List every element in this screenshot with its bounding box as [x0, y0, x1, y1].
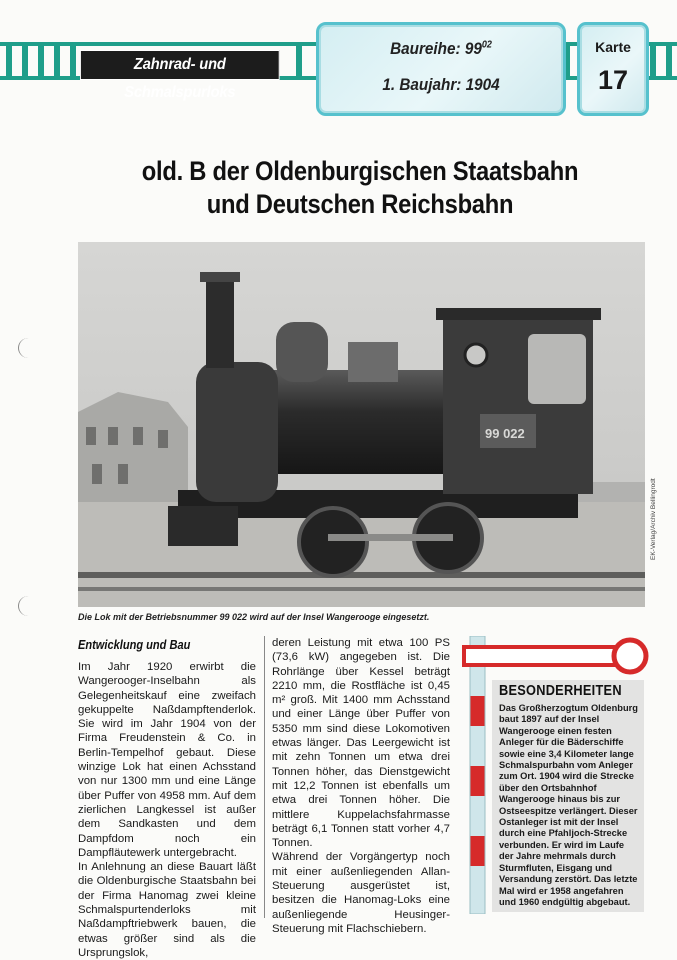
card-label: Karte [595, 39, 631, 55]
title-line-1: old. B der Oldenburgischen Staatsbahn [141, 156, 579, 186]
paragraph: deren Leistung mit etwa 100 PS (73,6 kW) angegeben ist. Die Rohrlänge über Kessel beträgt 2210 mm, die Rostfläche ist 0,45 m² groß. Mit 1400 mm Achsstand und einer Länge über Puffer von 5350 mm sind diese Lokomotiven etwas länger. Das Leergewicht ist mit zehn Tonnen um etwa drei Tonnen höher, das Dienstgewicht mit 12,2 Tonnen ist ebenfalls um etwa drei Tonnen höher. Die mittlere Kuppelachsfahrmasse beträgt 6,1 Tonnen statt vorher 4,7 Tonnen. [272, 637, 450, 850]
first-build-year: 1. Baujahr: 1904 [382, 75, 500, 94]
article-column-1 [78, 660, 256, 960]
section-heading: Entwicklung und Bau [78, 637, 191, 652]
title-line-2: und Deutschen Reichsbahn [206, 189, 514, 219]
number-plate: 99 022 [485, 426, 525, 441]
card-number-box [577, 22, 649, 116]
punch-hole [18, 338, 39, 358]
series-line: Baureihe: $99^{02}$ [390, 39, 492, 58]
category-label: Zahnrad- und Schmalspurloks [80, 50, 280, 80]
photo-credit: EK-Verlag/Archiv Bellingrodt [650, 478, 657, 560]
signal-arm-icon [462, 637, 650, 675]
column-divider [264, 636, 265, 918]
besonderheiten-text: Das Großherzogtum Oldenburg baut 1897 auf der Insel Wangerooge einen festen Anleger für die Bäderschiffe sowie eine 3,4 Kilometer lange Schmalspurbahn vom Anleger zum Ort. 1904 wird die Strecke über den Ortsbahnhof Wangerooge hinaus bis zur Ostseespitze verlängert. Dieser Ostanleger ist mit der Insel durch eine Pfahljoch-Strecke verbunden. Er wird im Laufe der Jahre mehrmals durch Sturmfluten, Eisgang und Versandung zerstört. Das letzte Mal wird er 1958 angefahren und 1960 endgültig abgebaut. [499, 703, 638, 907]
page-title [60, 155, 660, 221]
series-info-box [316, 22, 566, 116]
punch-hole [18, 596, 39, 616]
paragraph: Im Jahr 1920 erwirbt die Wangerooger-Inselbahn als Gelegenheitskauf eine zweifach gekuppelte Naßdampftenderlok. Sie wird im Jahr 1904 von der Firma Freudenstein & Co. in Berlin-Tempelhof gebaut. Diese winzige Lok hat einen Achsstand von nur 1300 mm und eine Länge über Puffer von 4958 mm. Auf dem zierlichen Langkessel ist außer dem Sandkasten und dem Dampfdom noch ein Dampfläutewerk untergebracht. [78, 661, 256, 859]
article-column-2 [272, 636, 450, 936]
card-number: 17 [597, 65, 629, 95]
paragraph: In Anlehnung an diese Bauart läßt die Oldenburgische Staatsbahn bei der Firma Hanomag zwei kleine Schmalspurtenderloks mit Naßdampftriebwerk bauen, die etwas größer sind als die Ursprungslok, [78, 861, 256, 959]
signal-pole [467, 636, 488, 914]
photo-caption: Die Lok mit der Betriebsnummer 99 022 wird auf der Insel Wangerooge eingesetzt. [78, 612, 430, 622]
besonderheiten-title: BESONDERHEITEN [499, 683, 622, 699]
locomotive-photo [78, 242, 645, 607]
paragraph: Während der Vorgängertyp noch mit einer außenliegenden Allan-Steuerung ausgerüstet ist, besitzen die Hanomag-Loks eine außenliegende Heusinger-Steuerung mit Flachschiebern. [272, 851, 450, 935]
